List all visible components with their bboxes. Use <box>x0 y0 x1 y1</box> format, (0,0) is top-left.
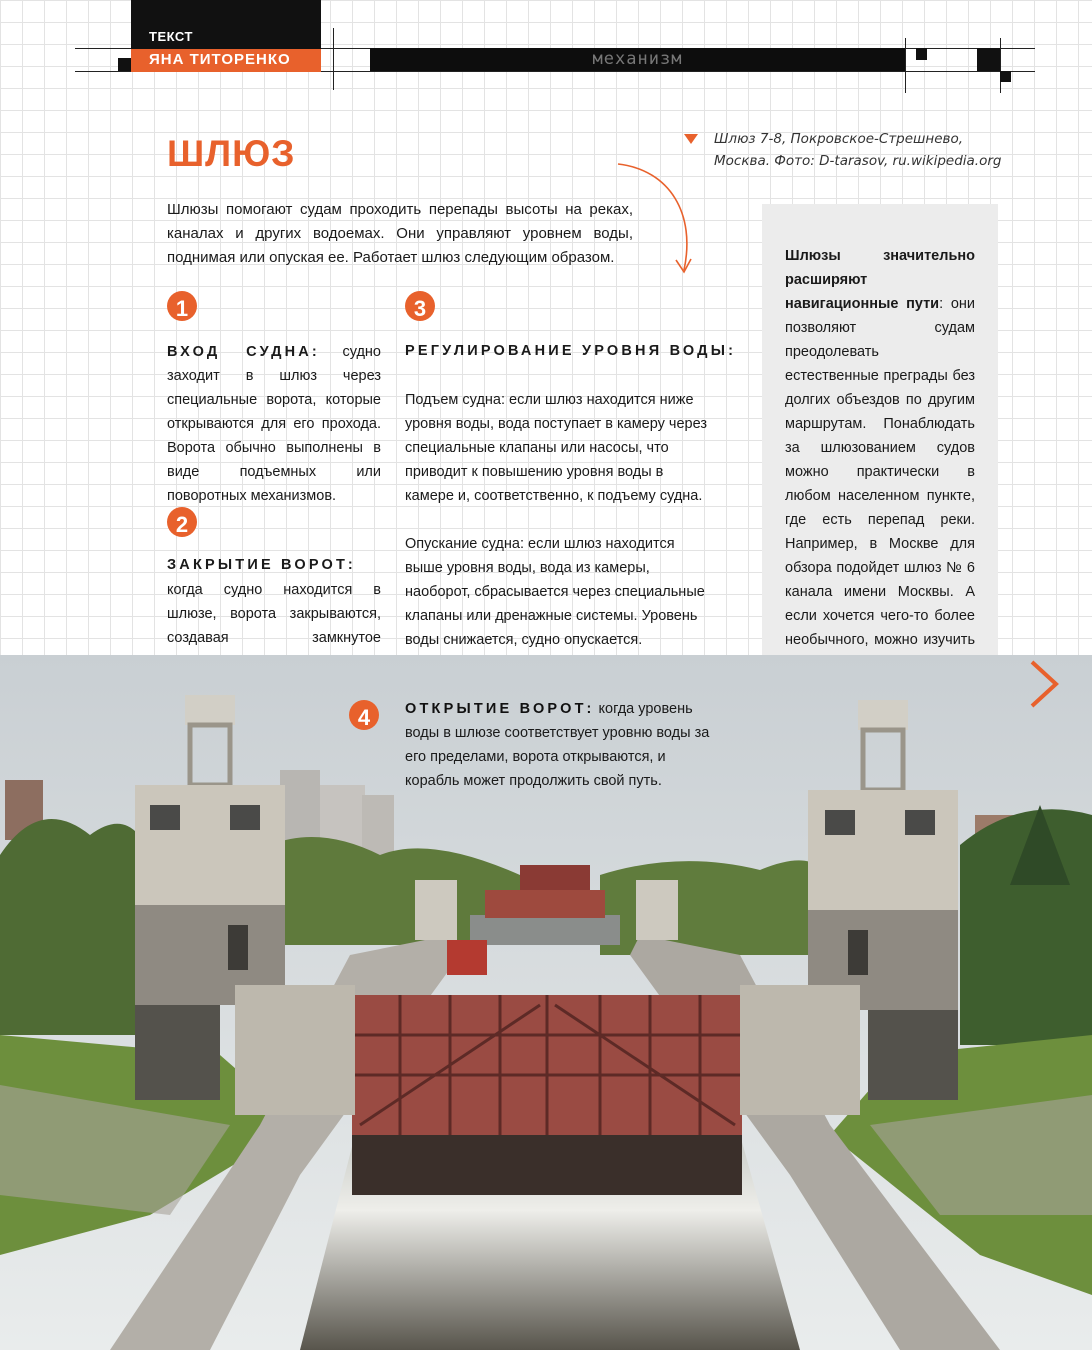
header-rule <box>333 28 334 90</box>
step-2-heading: ЗАКРЫТИЕ ВОРОТ: <box>167 557 356 573</box>
step-1 <box>167 340 381 508</box>
article-title: ШЛЮЗ <box>167 133 296 174</box>
step-number-3: 3 <box>405 291 435 321</box>
author-label: ТЕКСТ <box>149 29 193 44</box>
step-4-text: когда уровень воды в шлюзе соответствует уровню воды за его пределами, ворота открываются, и корабль может продолжить свой путь. <box>405 701 710 789</box>
decor-square <box>118 58 131 71</box>
chevron-right-icon[interactable] <box>1026 658 1064 710</box>
header-rule <box>905 38 906 93</box>
decor-square <box>1000 71 1011 82</box>
step-4 <box>405 697 715 793</box>
step-3-heading: РЕГУЛИРОВАНИЕ УРОВНЯ ВОДЫ: <box>405 343 737 359</box>
step-2-text: когда судно находится в шлюзе, ворота закрываются, создавая замкнутое <box>167 582 381 646</box>
decor-square <box>916 48 927 60</box>
sidebar-text <box>785 244 975 724</box>
step-1-text: судно заходит в шлюз через специальные ворота, которые открываются для его прохода. Ворота обычно выполнены в виде подъемных или поворотных механизмов. <box>167 344 381 504</box>
step-3-text-down: Опускание судна: если шлюз находится выше уровня воды, вода из камеры, наоборот, сбрасывается через специальные клапаны или дренажные системы. Уровень воды снижается, судно опускается. <box>405 536 705 648</box>
header-rule <box>1000 38 1001 93</box>
step-number-4: 4 <box>349 700 379 730</box>
author-name: ЯНА ТИТОРЕНКО <box>149 51 291 68</box>
section-label: механизм <box>592 49 683 69</box>
intro-paragraph: Шлюзы помогают судам проходить перепады высоты на реках, каналах и других водоемах. Они управляют уровнем воды, поднимая или опуская ее. Работает шлюз следующим образом. <box>167 201 633 266</box>
step-1-heading: ВХОД СУДНА: <box>167 344 320 360</box>
sidebar-body-1: : они позволяют судам преодолевать естественные преграды без долгих объездов по другим маршрутам. Понаблюдать за шлюзованием судов можно практически в любом населенном пункте, где есть перепад реки. Например, в Москве для обзора подойдет шлюз № 6 канала имени Москвы. А если хочется чего-то более необычного, можно изучить <box>785 296 975 648</box>
photo-caption: Шлюз 7-8, Покровское-Стрешнево, Москва. Фото: D-tarasov, ru.wikipedia.org <box>714 131 1002 169</box>
step-4-heading: ОТКРЫТИЕ ВОРОТ: <box>405 701 595 717</box>
triangle-down-icon <box>684 134 698 144</box>
step-number-2: 2 <box>167 507 197 537</box>
step-3-text-up: Подъем судна: если шлюз находится ниже уровня воды, вода поступает в камеру через специальные клапаны или насосы, что приводит к повышению уровня воды в камере и, соответственно, к подъему судна. <box>405 392 708 504</box>
step-number-1: 1 <box>167 291 197 321</box>
decor-square <box>977 48 1000 71</box>
sidebar-lead: Шлюзы значительно расширяют навигационные пути <box>785 248 975 312</box>
